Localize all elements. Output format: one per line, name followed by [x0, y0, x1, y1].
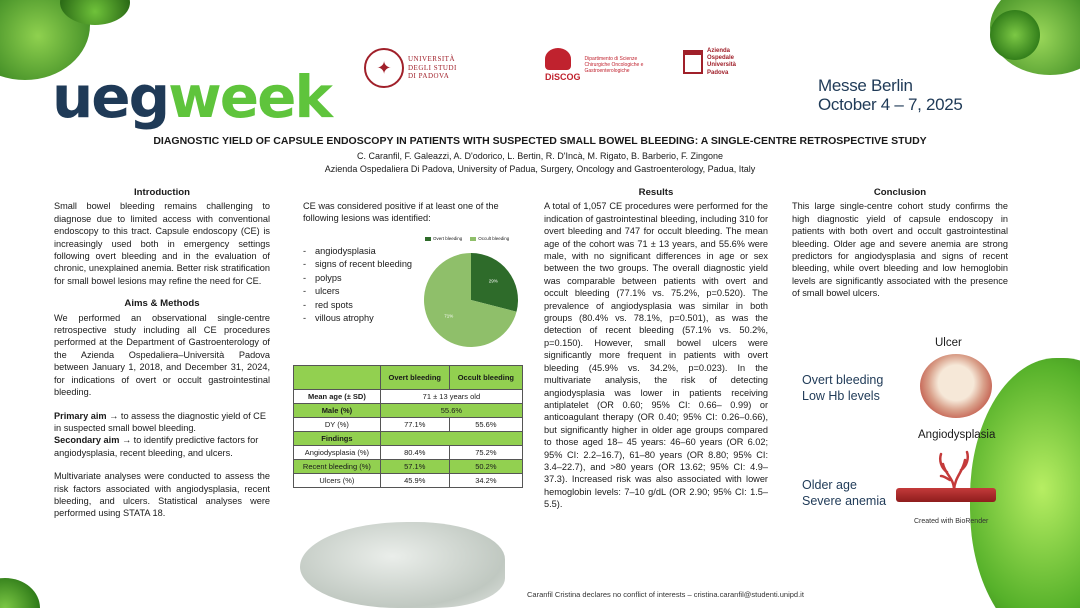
institution-unipd-logo	[364, 48, 457, 88]
results-text: A total of 1,057 CE procedures were performed for the indication of gastrointestinal bleeding, including 310 for overt bleeding and 747 for occult bleeding. The mean age of the cohort was 71 ± 13 years, and 55.6% were male, with no significant differences in age or sex between the two groups. The overall diagnostic yield was comparable between patients with overt and occult bleeding (77.1% vs. 75.2%, p=0.520). The prevalence of angiodysplasia was similar in both groups (80.4% vs. 78.1%, p=0.501), as was the detection of recent bleeding (57.1% vs. 50.2%, p=0.150). However, small bowel ulcers were significantly more frequent in patients with overt bleeding (45.9% vs. 34.2%, p=0.023). In the multivariate analysis, the risk of detecting angiodysplasia was lower in patients receiving antiplatelet (OR 0.60; 95% CI: 0.66– 0.99) or anticoagulant therapy (OR 0.40; 95% CI: 0.26–0.66), but significantly higher in older age groups compared to those aged 18– 45 years: 46–60 years (OR 6.02; 95% CI: 2.2–16.7), 61–80 years (OR 8.80; 95% CI: 3.4–22.7), and >80 years (OR 13.62; 95% CI: 4.9– 37.3). Increased risk was also associated with lower hemoglobin levels: 7–10 g/dL (OR 2.90; 95% CI: 1.5–5.5).	[544, 201, 768, 510]
poster-title: DIAGNOSTIC YIELD OF CAPSULE ENDOSCOPY IN PATIENTS WITH SUSPECTED SMALL BOWEL BLEEDING: A SINGLE-CENTRE RETROSPECTIVE STUDY	[153, 135, 927, 147]
institution-aopd-name: Azienda Ospedale Università Padova	[707, 48, 737, 76]
lesion-item: - ulcers	[303, 285, 523, 299]
table-row	[294, 474, 523, 488]
lesion-item: - polyps	[303, 272, 523, 286]
secondary-aim-label: Secondary aim	[54, 435, 120, 446]
table-header-cell: Overt bleeding	[380, 366, 449, 390]
angio-predictor: Severe anemia	[802, 494, 887, 508]
ulcer-predictors	[802, 372, 883, 404]
discog-full-name: Dipartimento di Scienze Chirurgiche Oncologiche e Gastroenterologiche	[584, 56, 644, 74]
legend-label: Overt bleeding	[433, 236, 463, 241]
event-info	[818, 76, 963, 114]
table-row-label: Recent bleeding (%)	[294, 460, 381, 474]
logo-ueg-text: ueg	[52, 63, 169, 131]
liver-illustration	[300, 522, 505, 608]
secondary-aim-text: → to identify predictive factors for angiodysplasia, recent bleeding, and ulcers.	[54, 435, 259, 458]
table-row-label: Angiodysplasia (%)	[294, 446, 381, 460]
lesion-item: - red spots	[303, 299, 523, 313]
ulcer-label: Ulcer	[935, 337, 962, 349]
aims-methods-heading: Aims & Methods	[124, 298, 200, 310]
table-row-label: Mean age (± SD)	[294, 390, 381, 404]
lesion-item: - angiodysplasia	[303, 245, 523, 259]
table-cell	[380, 432, 522, 446]
table-header-row	[294, 366, 523, 390]
results-table	[293, 365, 523, 488]
university-seal-icon: ✦	[364, 48, 404, 88]
ulcer-predictor: Overt bleeding	[802, 373, 884, 387]
decorative-blob-bottom-left	[0, 578, 40, 608]
table-cell: 55.6%	[380, 404, 522, 418]
table-row-label: DY (%)	[294, 418, 381, 432]
event-city: Messe Berlin	[818, 76, 913, 95]
poster-affiliation: Azienda Ospedaliera Di Padova, University of Padua, Surgery, Oncology and Gastroenterology, Padua, Italy	[324, 164, 756, 174]
primary-aim-text: → to assess the diagnostic yield of CE in suspected small bowel bleeding.	[54, 410, 266, 433]
table-row	[294, 460, 523, 474]
institution-unipd-name: UNIVERSITÀ DEGLI STUDI DI PADOVA	[408, 55, 457, 81]
biorender-credit: Created with BioRender	[914, 518, 989, 525]
table-row	[294, 432, 523, 446]
results-heading: Results	[638, 187, 674, 198]
table-row	[294, 390, 523, 404]
blood-vessel-illustration	[896, 488, 996, 502]
table-header-cell	[294, 366, 381, 390]
primary-aim-label: Primary aim	[54, 410, 107, 421]
table-cell: 50.2%	[449, 460, 522, 474]
ueg-week-logo	[52, 63, 331, 131]
ulcer-predictor: Low Hb levels	[802, 389, 880, 403]
introduction-heading: Introduction	[134, 187, 190, 198]
secondary-aim	[54, 434, 270, 459]
table-row	[294, 418, 523, 432]
table-row-label: Findings	[294, 432, 381, 446]
bleeding-type-pie-chart	[422, 234, 520, 348]
angiodysplasia-predictors	[802, 477, 886, 509]
table-header-cell: Occult bleeding	[449, 366, 522, 390]
methods-text: We performed an observational single-centre retrospective study including all CE procedures performed at the Department of Gastroenterology of the Azienda Ospedaliera–Università Padova between January 1, 2018, and December 31, 2024, for indications of overt or occult gastrointestinal bleeding.	[54, 312, 270, 398]
pie-data-label: 29%	[488, 278, 498, 284]
poster-authors: C. Caranfil, F. Galeazzi, A. D'odorico, L. Bertin, R. D'Incà, M. Rigato, B. Barberio, F. Zingone	[356, 151, 724, 161]
table-cell: 77.1%	[380, 418, 449, 432]
table-row	[294, 446, 523, 460]
statistics-text: Multivariate analyses were conducted to assess the risk factors associated with angiodysplasia, recent bleeding, and ulcers. Statistical analyses were performed using STATA 18.	[54, 471, 270, 519]
lesion-item: - villous atrophy	[303, 312, 523, 326]
legend-label: Occult bleeding	[478, 236, 510, 241]
angiodysplasia-label: Angiodysplasia	[918, 429, 996, 441]
institution-aopd-logo	[683, 48, 736, 77]
table-cell: 55.6%	[449, 418, 522, 432]
primary-aim	[54, 410, 270, 435]
table-cell: 45.9%	[380, 474, 449, 488]
footer-disclosure: Caranfil Cristina declares no conflict of interests – cristina.caranfil@studenti.unipd.it	[527, 590, 804, 599]
column-conclusion	[792, 187, 1008, 300]
angio-predictor: Older age	[802, 478, 857, 492]
table-cell: 80.4%	[380, 446, 449, 460]
ulcer-illustration	[920, 354, 992, 418]
decorative-blob-top-right-small	[990, 10, 1040, 60]
ce-positive-intro: CE was considered positive if at least one of the following lesions was identified:	[303, 201, 499, 224]
lesion-item: - signs of recent bleeding	[303, 258, 523, 272]
angiodysplasia-vessels-icon	[935, 448, 973, 490]
hospital-building-icon	[683, 50, 703, 74]
table-row-label: Ulcers (%)	[294, 474, 381, 488]
introduction-text: Small bowel bleeding remains challenging to diagnose due to limited access with conventional endoscopy to this tract. Capsule endoscopy (CE) is increasingly used both in emergency settings following overt bleeding and in the evaluation of chronic, unexplained anemia. Better risk stratification for small bowel lesions may refine the need for CE.	[54, 201, 270, 286]
discog-icon	[545, 48, 571, 70]
institution-discog-logo	[545, 48, 649, 82]
conclusion-text: This large single-centre cohort study confirms the high diagnostic yield of capsule endoscopy in patients with both overt and occult gastrointestinal bleeding. Older age and severe anemia are strong predictors for angiodysplasia and signs of recent bleeding, while overt bleeding and low hemoglobin levels are significantly associated with the presence of small bowel ulcers.	[792, 201, 1008, 299]
table-cell: 75.2%	[449, 446, 522, 460]
logo-week-text: week	[168, 63, 331, 131]
conclusion-heading: Conclusion	[873, 187, 927, 198]
table-row	[294, 404, 523, 418]
table-cell: 57.1%	[380, 460, 449, 474]
table-cell: 71 ± 13 years old	[380, 390, 522, 404]
event-dates: October 4 – 7, 2025	[818, 95, 963, 114]
discog-mark	[545, 48, 581, 82]
pie-data-label: 71%	[444, 313, 454, 319]
table-cell: 34.2%	[449, 474, 522, 488]
discog-short-name: DiSCOG	[545, 72, 581, 82]
column-results	[544, 187, 768, 511]
table-row-label: Male (%)	[294, 404, 381, 418]
column-introduction-methods	[54, 187, 270, 520]
